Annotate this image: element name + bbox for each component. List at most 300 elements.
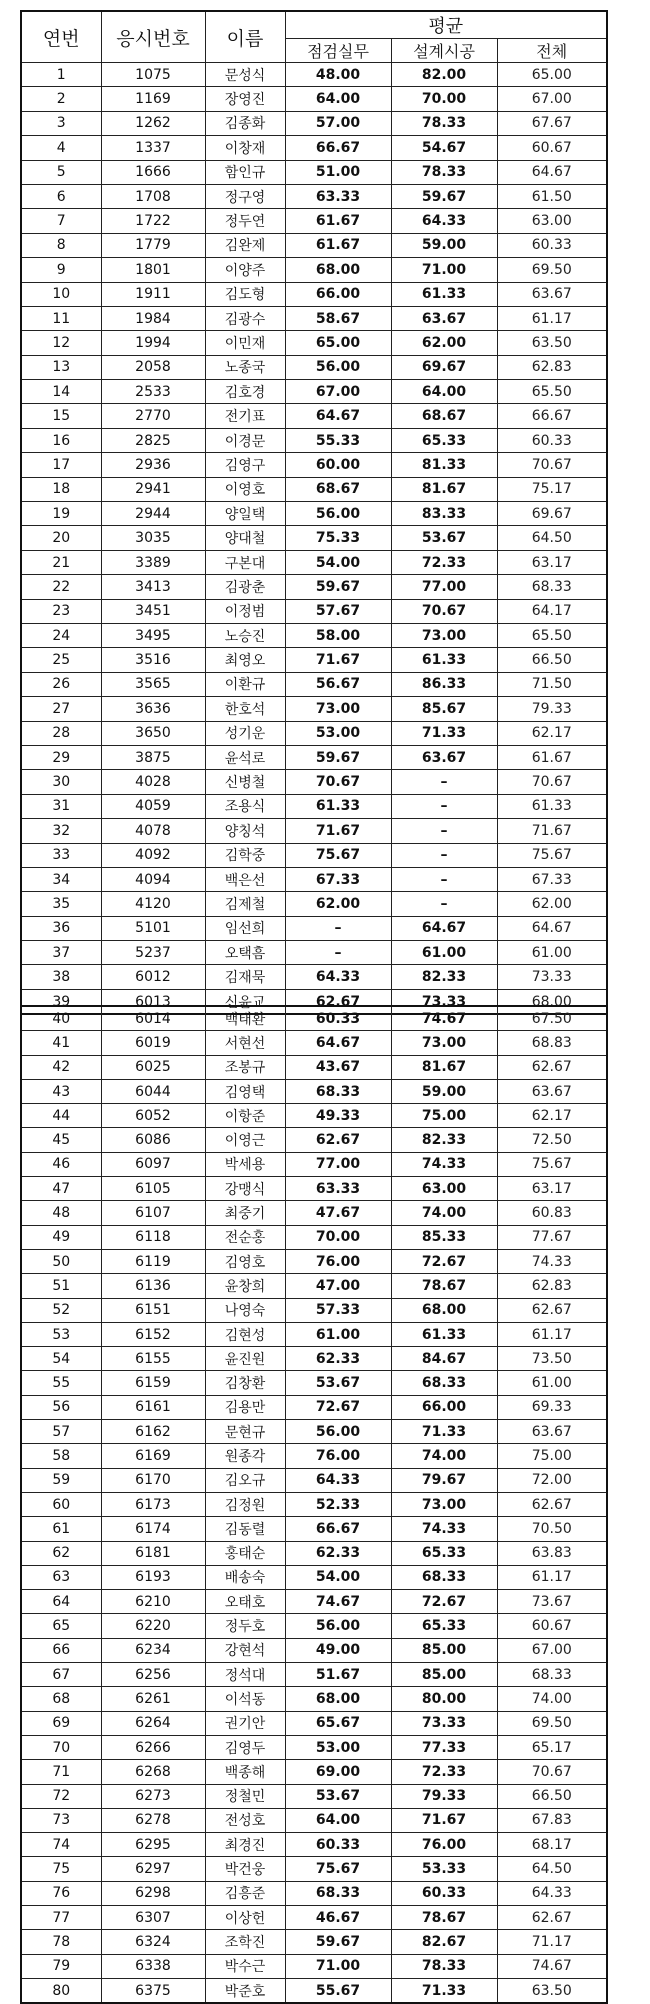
cell-no: 32 xyxy=(21,819,101,843)
cell-name: 권기안 xyxy=(205,1711,285,1735)
table-row xyxy=(21,1274,607,1298)
cell-name: 김완제 xyxy=(205,233,285,257)
table-row xyxy=(21,1735,607,1759)
table-row xyxy=(21,1395,607,1419)
cell-exam-no: 5237 xyxy=(101,941,205,965)
cell-inspection-practice: 66.00 xyxy=(285,282,391,306)
cell-no: 72 xyxy=(21,1784,101,1808)
cell-exam-no: 1911 xyxy=(101,282,205,306)
cell-name: 최영오 xyxy=(205,648,285,672)
cell-name: 김동렬 xyxy=(205,1517,285,1541)
cell-design-construction: 60.33 xyxy=(391,1881,497,1905)
cell-name: 김재묵 xyxy=(205,965,285,989)
cell-exam-no: 1666 xyxy=(101,160,205,184)
table-row xyxy=(21,404,607,428)
table-row xyxy=(21,1687,607,1711)
table-row xyxy=(21,1249,607,1273)
cell-total: 68.83 xyxy=(497,1031,607,1055)
cell-name: 조학진 xyxy=(205,1930,285,1954)
cell-total: 67.00 xyxy=(497,1638,607,1662)
cell-total: 75.67 xyxy=(497,1152,607,1176)
cell-design-construction: 53.33 xyxy=(391,1857,497,1881)
cell-design-construction: 72.33 xyxy=(391,550,497,574)
cell-exam-no: 6086 xyxy=(101,1128,205,1152)
cell-design-construction: 85.00 xyxy=(391,1663,497,1687)
cell-no: 62 xyxy=(21,1541,101,1565)
cell-total: 66.67 xyxy=(497,404,607,428)
cell-total: 67.67 xyxy=(497,111,607,135)
cell-inspection-practice: 69.00 xyxy=(285,1760,391,1784)
cell-inspection-practice: 73.00 xyxy=(285,697,391,721)
cell-name: 박건웅 xyxy=(205,1857,285,1881)
cell-inspection-practice: 68.00 xyxy=(285,258,391,282)
cell-total: 63.67 xyxy=(497,1079,607,1103)
cell-design-construction: – xyxy=(391,843,497,867)
cell-exam-no: 6307 xyxy=(101,1905,205,1929)
cell-no: 57 xyxy=(21,1420,101,1444)
cell-no: 27 xyxy=(21,697,101,721)
cell-name: 김창환 xyxy=(205,1371,285,1395)
cell-design-construction: 61.33 xyxy=(391,1322,497,1346)
cell-inspection-practice: 61.33 xyxy=(285,794,391,818)
cell-name: 강현석 xyxy=(205,1638,285,1662)
table-row xyxy=(21,1881,607,1905)
cell-exam-no: 3516 xyxy=(101,648,205,672)
table-row xyxy=(21,1225,607,1249)
cell-no: 22 xyxy=(21,575,101,599)
cell-no: 50 xyxy=(21,1249,101,1273)
cell-no: 33 xyxy=(21,843,101,867)
cell-design-construction: – xyxy=(391,892,497,916)
cell-no: 67 xyxy=(21,1663,101,1687)
cell-exam-no: 6014 xyxy=(101,1006,205,1031)
cell-design-construction: 72.67 xyxy=(391,1590,497,1614)
cell-design-construction: – xyxy=(391,867,497,891)
cell-design-construction: 66.00 xyxy=(391,1395,497,1419)
cell-design-construction: 69.67 xyxy=(391,355,497,379)
table-row xyxy=(21,892,607,916)
cell-design-construction: 73.00 xyxy=(391,623,497,647)
cell-name: 전순홍 xyxy=(205,1225,285,1249)
cell-inspection-practice: 46.67 xyxy=(285,1905,391,1929)
cell-name: 윤석로 xyxy=(205,745,285,769)
cell-no: 80 xyxy=(21,1978,101,2003)
table-row xyxy=(21,1031,607,1055)
cell-no: 40 xyxy=(21,1006,101,1031)
table-row xyxy=(21,1638,607,1662)
cell-total: 69.33 xyxy=(497,1395,607,1419)
table-row xyxy=(21,965,607,989)
cell-total: 70.67 xyxy=(497,1760,607,1784)
cell-no: 76 xyxy=(21,1881,101,1905)
cell-inspection-practice: 76.00 xyxy=(285,1249,391,1273)
cell-inspection-practice: 59.67 xyxy=(285,1930,391,1954)
cell-exam-no: 4120 xyxy=(101,892,205,916)
cell-design-construction: 74.33 xyxy=(391,1152,497,1176)
cell-no: 46 xyxy=(21,1152,101,1176)
cell-name: 김호경 xyxy=(205,380,285,404)
cell-design-construction: 78.33 xyxy=(391,160,497,184)
cell-design-construction: 61.33 xyxy=(391,282,497,306)
cell-exam-no: 6338 xyxy=(101,1954,205,1978)
table-row xyxy=(21,306,607,330)
cell-inspection-practice: 68.00 xyxy=(285,1687,391,1711)
cell-total: 65.50 xyxy=(497,380,607,404)
header-total: 전체 xyxy=(497,39,607,63)
cell-no: 53 xyxy=(21,1322,101,1346)
cell-inspection-practice: 56.00 xyxy=(285,355,391,379)
cell-total: 61.67 xyxy=(497,745,607,769)
cell-exam-no: 4092 xyxy=(101,843,205,867)
cell-no: 21 xyxy=(21,550,101,574)
cell-total: 63.00 xyxy=(497,209,607,233)
cell-exam-no: 6152 xyxy=(101,1322,205,1346)
cell-name: 조봉규 xyxy=(205,1055,285,1079)
cell-no: 60 xyxy=(21,1492,101,1516)
table-row xyxy=(21,672,607,696)
table-row xyxy=(21,1177,607,1201)
cell-total: 68.00 xyxy=(497,989,607,1014)
table-row xyxy=(21,1930,607,1954)
cell-no: 59 xyxy=(21,1468,101,1492)
cell-inspection-practice: 61.00 xyxy=(285,1322,391,1346)
cell-design-construction: – xyxy=(391,794,497,818)
cell-total: 68.17 xyxy=(497,1833,607,1857)
cell-total: 61.00 xyxy=(497,941,607,965)
cell-no: 23 xyxy=(21,599,101,623)
cell-inspection-practice: 43.67 xyxy=(285,1055,391,1079)
cell-total: 67.50 xyxy=(497,1006,607,1031)
cell-total: 63.67 xyxy=(497,282,607,306)
cell-name: 노승진 xyxy=(205,623,285,647)
cell-exam-no: 6181 xyxy=(101,1541,205,1565)
cell-no: 73 xyxy=(21,1808,101,1832)
cell-exam-no: 1708 xyxy=(101,184,205,208)
cell-exam-no: 3650 xyxy=(101,721,205,745)
cell-name: 문현규 xyxy=(205,1420,285,1444)
cell-name: 정철민 xyxy=(205,1784,285,1808)
cell-name: 김광춘 xyxy=(205,575,285,599)
cell-no: 30 xyxy=(21,770,101,794)
cell-name: 이영근 xyxy=(205,1128,285,1152)
cell-design-construction: 85.33 xyxy=(391,1225,497,1249)
cell-no: 56 xyxy=(21,1395,101,1419)
table-row xyxy=(21,745,607,769)
cell-name: 서현선 xyxy=(205,1031,285,1055)
table-row xyxy=(21,1298,607,1322)
cell-no: 61 xyxy=(21,1517,101,1541)
cell-design-construction: 59.00 xyxy=(391,1079,497,1103)
table-row xyxy=(21,1420,607,1444)
cell-design-construction: 54.67 xyxy=(391,136,497,160)
cell-no: 45 xyxy=(21,1128,101,1152)
cell-no: 41 xyxy=(21,1031,101,1055)
table-row xyxy=(21,867,607,891)
cell-inspection-practice: 63.33 xyxy=(285,184,391,208)
cell-name: 장영진 xyxy=(205,87,285,111)
cell-inspection-practice: 71.00 xyxy=(285,1954,391,1978)
table-row xyxy=(21,477,607,501)
cell-no: 36 xyxy=(21,916,101,940)
cell-inspection-practice: 47.67 xyxy=(285,1201,391,1225)
cell-name: 나영숙 xyxy=(205,1298,285,1322)
cell-design-construction: 74.00 xyxy=(391,1201,497,1225)
cell-design-construction: 86.33 xyxy=(391,672,497,696)
cell-name: 원종각 xyxy=(205,1444,285,1468)
cell-exam-no: 6234 xyxy=(101,1638,205,1662)
cell-inspection-practice: 64.67 xyxy=(285,404,391,428)
cell-total: 64.33 xyxy=(497,1881,607,1905)
score-table-part-1 xyxy=(20,10,608,1015)
cell-name: 김종화 xyxy=(205,111,285,135)
cell-total: 60.67 xyxy=(497,136,607,160)
table-row xyxy=(21,1201,607,1225)
cell-no: 12 xyxy=(21,331,101,355)
cell-inspection-practice: 56.00 xyxy=(285,1614,391,1638)
cell-name: 배송숙 xyxy=(205,1565,285,1589)
cell-design-construction: 70.67 xyxy=(391,599,497,623)
table-row xyxy=(21,1371,607,1395)
table-row xyxy=(21,184,607,208)
cell-design-construction: 85.67 xyxy=(391,697,497,721)
cell-no: 13 xyxy=(21,355,101,379)
cell-name: 함인규 xyxy=(205,160,285,184)
table-row xyxy=(21,526,607,550)
table-row xyxy=(21,1444,607,1468)
cell-exam-no: 6268 xyxy=(101,1760,205,1784)
table-row xyxy=(21,697,607,721)
cell-name: 김흥준 xyxy=(205,1881,285,1905)
cell-inspection-practice: 75.67 xyxy=(285,1857,391,1881)
cell-name: 최중기 xyxy=(205,1201,285,1225)
cell-design-construction: 68.33 xyxy=(391,1371,497,1395)
cell-exam-no: 5101 xyxy=(101,916,205,940)
cell-inspection-practice: 76.00 xyxy=(285,1444,391,1468)
cell-inspection-practice: 62.33 xyxy=(285,1541,391,1565)
cell-name: 오택흠 xyxy=(205,941,285,965)
table-row xyxy=(21,331,607,355)
cell-design-construction: 53.67 xyxy=(391,526,497,550)
cell-total: 70.67 xyxy=(497,770,607,794)
cell-design-construction: 61.33 xyxy=(391,648,497,672)
cell-exam-no: 6169 xyxy=(101,1444,205,1468)
cell-inspection-practice: 55.67 xyxy=(285,1978,391,2003)
cell-name: 정두연 xyxy=(205,209,285,233)
cell-total: 64.17 xyxy=(497,599,607,623)
cell-exam-no: 6256 xyxy=(101,1663,205,1687)
cell-inspection-practice: 64.33 xyxy=(285,965,391,989)
table-row xyxy=(21,1104,607,1128)
cell-inspection-practice: 70.00 xyxy=(285,1225,391,1249)
cell-inspection-practice: 53.00 xyxy=(285,721,391,745)
cell-no: 26 xyxy=(21,672,101,696)
cell-total: 65.17 xyxy=(497,1735,607,1759)
cell-exam-no: 6375 xyxy=(101,1978,205,2003)
cell-exam-no: 4078 xyxy=(101,819,205,843)
cell-design-construction: – xyxy=(391,770,497,794)
table-row xyxy=(21,1517,607,1541)
cell-total: 62.67 xyxy=(497,1055,607,1079)
cell-exam-no: 6298 xyxy=(101,1881,205,1905)
cell-name: 이경문 xyxy=(205,428,285,452)
cell-design-construction: 83.33 xyxy=(391,502,497,526)
cell-name: 김용만 xyxy=(205,1395,285,1419)
cell-inspection-practice: 60.33 xyxy=(285,1006,391,1031)
cell-no: 79 xyxy=(21,1954,101,1978)
cell-total: 62.17 xyxy=(497,721,607,745)
cell-name: 김영호 xyxy=(205,1249,285,1273)
cell-inspection-practice: 57.67 xyxy=(285,599,391,623)
table-row xyxy=(21,1663,607,1687)
cell-no: 65 xyxy=(21,1614,101,1638)
cell-design-construction: 82.33 xyxy=(391,1128,497,1152)
cell-name: 김광수 xyxy=(205,306,285,330)
header-average: 평균 xyxy=(285,11,607,39)
cell-no: 39 xyxy=(21,989,101,1014)
table-row xyxy=(21,575,607,599)
cell-name: 한호석 xyxy=(205,697,285,721)
cell-inspection-practice: 71.67 xyxy=(285,648,391,672)
cell-exam-no: 6044 xyxy=(101,1079,205,1103)
cell-exam-no: 6162 xyxy=(101,1420,205,1444)
cell-total: 68.33 xyxy=(497,575,607,599)
cell-total: 74.33 xyxy=(497,1249,607,1273)
cell-exam-no: 6170 xyxy=(101,1468,205,1492)
cell-inspection-practice: 71.67 xyxy=(285,819,391,843)
cell-exam-no: 1337 xyxy=(101,136,205,160)
cell-total: 73.50 xyxy=(497,1347,607,1371)
cell-total: 70.50 xyxy=(497,1517,607,1541)
cell-design-construction: 63.67 xyxy=(391,306,497,330)
cell-total: 61.17 xyxy=(497,306,607,330)
cell-inspection-practice: 58.00 xyxy=(285,623,391,647)
table-row xyxy=(21,1055,607,1079)
cell-inspection-practice: 68.33 xyxy=(285,1079,391,1103)
cell-inspection-practice: 53.00 xyxy=(285,1735,391,1759)
cell-inspection-practice: 58.67 xyxy=(285,306,391,330)
cell-exam-no: 1984 xyxy=(101,306,205,330)
cell-no: 18 xyxy=(21,477,101,501)
table-row xyxy=(21,623,607,647)
cell-total: 74.67 xyxy=(497,1954,607,1978)
cell-no: 71 xyxy=(21,1760,101,1784)
table-row xyxy=(21,721,607,745)
cell-no: 25 xyxy=(21,648,101,672)
cell-design-construction: 81.33 xyxy=(391,453,497,477)
table-row xyxy=(21,1079,607,1103)
cell-total: 63.50 xyxy=(497,1978,607,2003)
cell-no: 5 xyxy=(21,160,101,184)
cell-name: 김오규 xyxy=(205,1468,285,1492)
cell-inspection-practice: 77.00 xyxy=(285,1152,391,1176)
table-row xyxy=(21,1492,607,1516)
cell-name: 정구영 xyxy=(205,184,285,208)
cell-name: 정석대 xyxy=(205,1663,285,1687)
cell-total: 62.83 xyxy=(497,1274,607,1298)
cell-exam-no: 6107 xyxy=(101,1201,205,1225)
cell-exam-no: 6161 xyxy=(101,1395,205,1419)
cell-total: 73.33 xyxy=(497,965,607,989)
cell-total: 63.50 xyxy=(497,331,607,355)
cell-no: 64 xyxy=(21,1590,101,1614)
cell-exam-no: 6105 xyxy=(101,1177,205,1201)
cell-inspection-practice: 49.33 xyxy=(285,1104,391,1128)
cell-design-construction: 79.67 xyxy=(391,1468,497,1492)
cell-name: 성기운 xyxy=(205,721,285,745)
cell-total: 69.67 xyxy=(497,502,607,526)
cell-exam-no: 2941 xyxy=(101,477,205,501)
cell-no: 74 xyxy=(21,1833,101,1857)
cell-inspection-practice: 68.33 xyxy=(285,1881,391,1905)
cell-design-construction: 78.67 xyxy=(391,1905,497,1929)
cell-name: 이창재 xyxy=(205,136,285,160)
cell-inspection-practice: 51.00 xyxy=(285,160,391,184)
cell-name: 양일택 xyxy=(205,502,285,526)
cell-no: 2 xyxy=(21,87,101,111)
cell-no: 6 xyxy=(21,184,101,208)
cell-design-construction: 71.33 xyxy=(391,1420,497,1444)
cell-total: 67.00 xyxy=(497,87,607,111)
cell-design-construction: 64.33 xyxy=(391,209,497,233)
cell-inspection-practice: 60.33 xyxy=(285,1833,391,1857)
table-row xyxy=(21,1833,607,1857)
cell-inspection-practice: 66.67 xyxy=(285,1517,391,1541)
cell-total: 67.83 xyxy=(497,1808,607,1832)
cell-exam-no: 6159 xyxy=(101,1371,205,1395)
cell-inspection-practice: 67.00 xyxy=(285,380,391,404)
cell-name: 문성식 xyxy=(205,63,285,87)
cell-exam-no: 6261 xyxy=(101,1687,205,1711)
cell-design-construction: 62.00 xyxy=(391,331,497,355)
cell-no: 10 xyxy=(21,282,101,306)
cell-design-construction: 77.33 xyxy=(391,1735,497,1759)
cell-design-construction: 63.00 xyxy=(391,1177,497,1201)
cell-inspection-practice: 53.67 xyxy=(285,1784,391,1808)
cell-design-construction: 73.00 xyxy=(391,1492,497,1516)
cell-total: 77.67 xyxy=(497,1225,607,1249)
cell-no: 68 xyxy=(21,1687,101,1711)
table-row xyxy=(21,1614,607,1638)
cell-name: 김영택 xyxy=(205,1079,285,1103)
cell-total: 75.67 xyxy=(497,843,607,867)
cell-inspection-practice: 70.67 xyxy=(285,770,391,794)
cell-name: 김현성 xyxy=(205,1322,285,1346)
table-row xyxy=(21,1711,607,1735)
cell-no: 63 xyxy=(21,1565,101,1589)
cell-exam-no: 6151 xyxy=(101,1298,205,1322)
cell-inspection-practice: 62.67 xyxy=(285,989,391,1014)
cell-inspection-practice: 64.00 xyxy=(285,87,391,111)
cell-name: 김도형 xyxy=(205,282,285,306)
cell-name: 박세용 xyxy=(205,1152,285,1176)
cell-inspection-practice: 59.67 xyxy=(285,575,391,599)
cell-inspection-practice: 75.67 xyxy=(285,843,391,867)
cell-no: 24 xyxy=(21,623,101,647)
cell-no: 44 xyxy=(21,1104,101,1128)
cell-total: 74.00 xyxy=(497,1687,607,1711)
cell-exam-no: 6019 xyxy=(101,1031,205,1055)
cell-inspection-practice: 67.33 xyxy=(285,867,391,891)
cell-no: 15 xyxy=(21,404,101,428)
table-row xyxy=(21,63,607,87)
cell-total: 61.50 xyxy=(497,184,607,208)
table-row xyxy=(21,1322,607,1346)
cell-total: 70.67 xyxy=(497,453,607,477)
cell-no: 70 xyxy=(21,1735,101,1759)
cell-exam-no: 6264 xyxy=(101,1711,205,1735)
cell-inspection-practice: 55.33 xyxy=(285,428,391,452)
cell-total: 61.17 xyxy=(497,1565,607,1589)
